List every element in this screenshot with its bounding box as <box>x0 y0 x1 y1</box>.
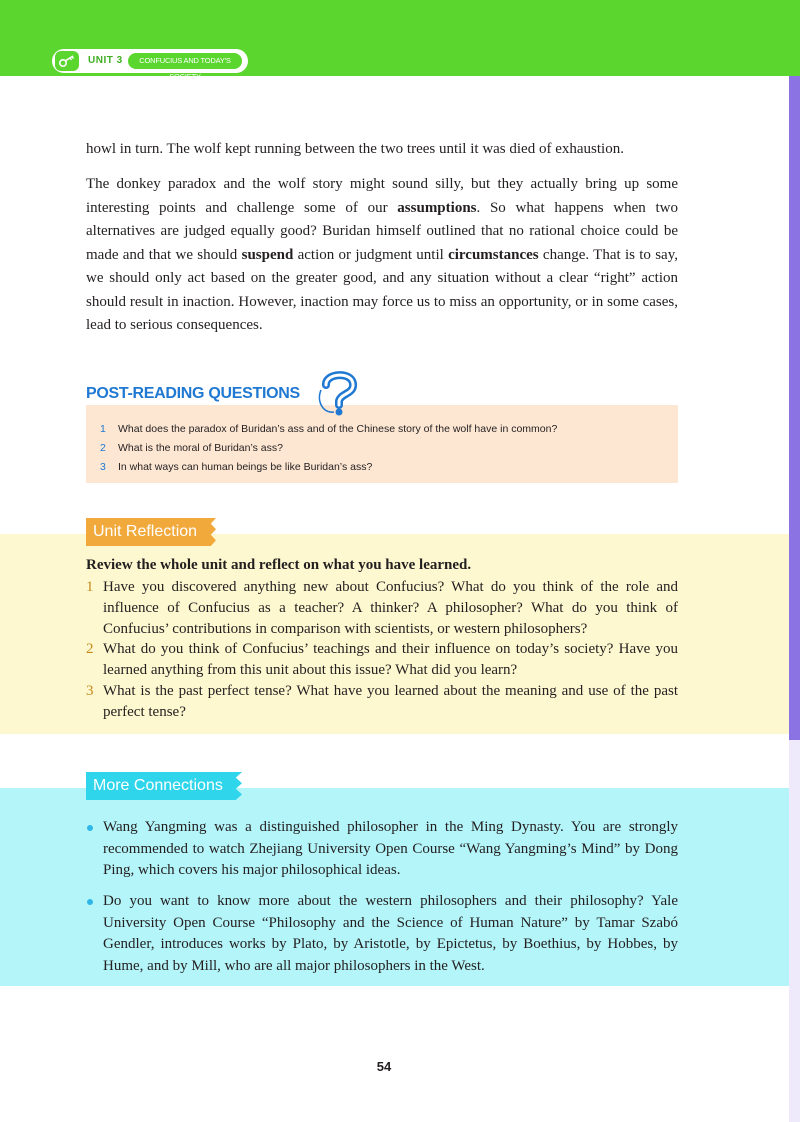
side-tab-lower <box>789 740 800 1122</box>
question-mark-icon <box>312 368 362 418</box>
reflection-number: 1 <box>86 579 94 595</box>
text-run: . So what happens when two alternatives are judged equally good? Buridan himself outlined that no rational choice could be made and that we should <box>86 199 678 263</box>
reflection-lead: Review the whole unit and reflect on what you have learned. <box>86 557 472 573</box>
connection-item <box>86 817 678 882</box>
reflection-text: What is the past perfect tense? What have you learned about the meaning and use of the past perfect tense? <box>103 683 678 720</box>
question-number: 3 <box>100 461 106 473</box>
question-text: What does the paradox of Buridan’s ass and of the Chinese story of the wolf have in common? <box>118 423 558 435</box>
reading-paragraph-1: howl in turn. The wolf kept running between the two trees until it was died of exhaustion. <box>86 141 624 157</box>
page-number: 54 <box>376 1059 392 1074</box>
question-number: 1 <box>100 423 106 435</box>
bullet-icon <box>87 899 93 905</box>
connection-text: Wang Yangming was a distinguished philosopher in the Ming Dynasty. You are strongly recommended to watch Zhejiang University Open Course “Wang Yangming’s Mind” by Dong Ping, which covers his major philosophical ideas. <box>103 819 678 878</box>
keyword-assumptions: assumptions <box>397 199 477 216</box>
question-item <box>100 439 670 458</box>
reflection-item <box>86 639 678 681</box>
reading-paragraph-2 <box>86 173 678 338</box>
reflection-text: Have you discovered anything new about Confucius? What do you think of the role and influence of Confucius as a teacher? A thinker? A philosopher? What do you think of Confucius’ contributions in comparison with scientists, or western philosophers? <box>103 579 678 637</box>
text-run: action or judgment until <box>293 246 449 263</box>
reflection-number: 2 <box>86 641 94 657</box>
reflection-title: Unit Reflection <box>93 523 198 540</box>
connection-text: Do you want to know more about the western philosophers and their philosophy? Yale University Open Course “Philosophy and the Science of Human Nature” by Tamar Szabó Gendler, introduces works by Plato, by Aristotle, by Epictetus, by Boethius, by Hobbes, by Hume, and by Mill, who are all major philosophers in the West. <box>103 893 678 974</box>
bullet-icon <box>87 825 93 831</box>
unit-title: CONFUCIUS AND TODAY'S SOCIETY <box>128 53 242 69</box>
post-reading-list <box>100 420 670 477</box>
connections-title: More Connections <box>93 777 223 794</box>
reflection-number: 3 <box>86 683 94 699</box>
keyword-suspend: suspend <box>241 246 294 263</box>
reflection-item <box>86 681 678 723</box>
reflection-item <box>86 577 678 640</box>
unit-label: UNIT 3 <box>88 55 123 66</box>
text-run: The donkey paradox and the wolf story might sound silly, but they actually bring up some interesting points and challenge some of our <box>86 176 678 216</box>
connection-item <box>86 891 678 977</box>
post-reading-title: POST-READING QUESTIONS <box>86 385 300 402</box>
question-text: In what ways can human beings be like Buridan’s ass? <box>118 461 373 473</box>
question-text: What is the moral of Buridan’s ass? <box>118 442 283 454</box>
key-icon <box>55 51 79 71</box>
side-tab <box>789 76 800 740</box>
reflection-text: What do you think of Confucius’ teachings and their influence on today’s society? Have you learned anything from this unit about this issue? What did you learn? <box>103 641 678 678</box>
question-number: 2 <box>100 442 106 454</box>
question-item <box>100 420 670 439</box>
question-item <box>100 458 670 477</box>
keyword-circumstances: circumstances <box>448 246 539 263</box>
text-run: change. That is to say, we should only act based on the greater good, and any situation without a clear “right” action should result in inaction. However, inaction may force us to miss an opportunity, or in some cases, lead to serious consequences. <box>86 246 678 333</box>
